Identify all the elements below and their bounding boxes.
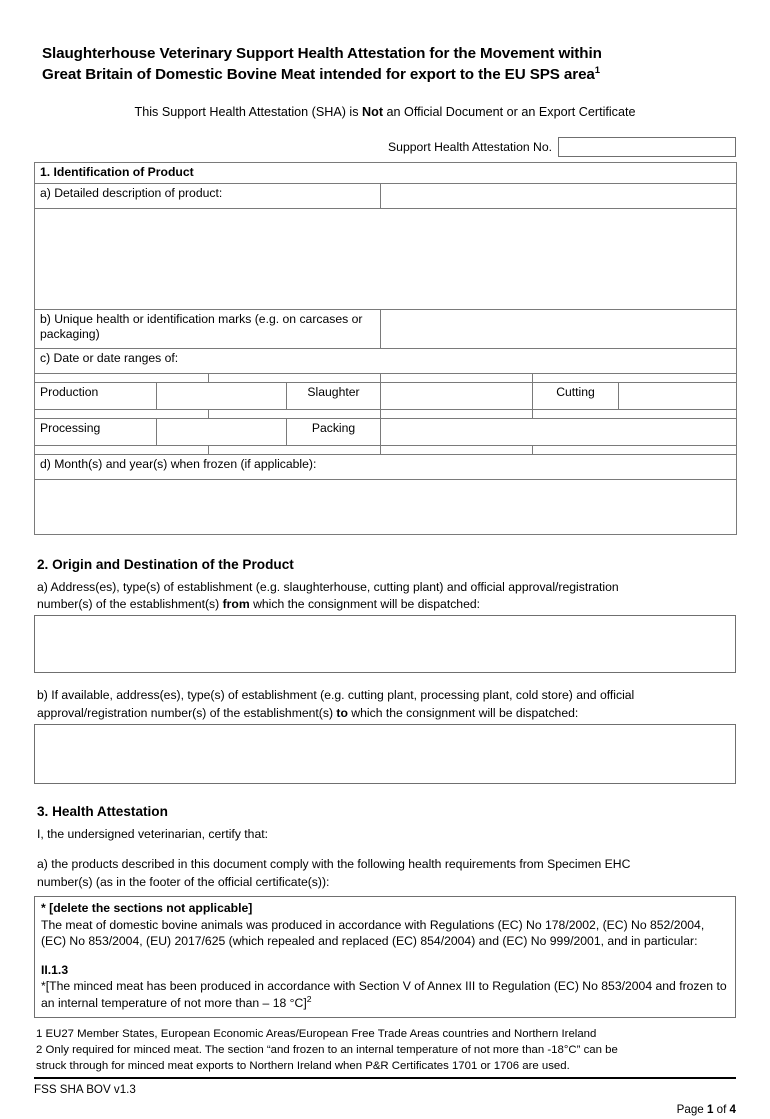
- section-3-a-line-1: a) the products described in this document comply with the following health requirements from Specimen EHC: [37, 857, 631, 872]
- section-2-a-line-2-post: which the consignment will be dispatched:: [249, 596, 481, 611]
- attestation-clause-footnote-marker: 2: [306, 993, 312, 1004]
- processing-label: Processing: [35, 418, 157, 445]
- spacer-cell-9: [35, 445, 209, 454]
- date-grid-spacer-bottom: [35, 445, 737, 454]
- footnote-2-line-1: 2 Only required for minced meat. The section “and frozen to an internal temperature of not more than -18°C” can be: [36, 1044, 618, 1057]
- spacer-cell-11: [381, 445, 533, 454]
- footer-page-number: [677, 1103, 736, 1116]
- row-d-label-cell: d) Month(s) and year(s) when frozen (if applicable):: [35, 454, 737, 479]
- spacer-cell-1: [35, 373, 209, 382]
- date-row-1: [35, 382, 737, 409]
- section-2-b-text: [37, 687, 736, 722]
- slaughter-value[interactable]: [381, 382, 533, 409]
- section-3-gap: [34, 845, 736, 856]
- page-prefix: Page: [676, 1103, 707, 1117]
- section-2-b-line-2-post: which the consignment will be dispatched:: [347, 705, 579, 720]
- spacer-cell-6: [209, 409, 381, 418]
- row-d-label: [35, 454, 737, 479]
- subtitle-emphasis: Not: [362, 104, 384, 119]
- spacer-cell-12: [533, 445, 737, 454]
- row-a-value-cell[interactable]: [381, 183, 737, 208]
- section-2-heading: 2. Origin and Destination of the Product: [37, 556, 294, 572]
- spacer-cell-5: [35, 409, 209, 418]
- attestation-delete-note: * [delete the sections not applicable]: [41, 900, 253, 915]
- footnote-1: 1 EU27 Member States, European Economic Areas/European Free Trade Areas countries and Northern Ireland: [36, 1028, 597, 1041]
- date-grid-spacer-mid: [35, 409, 737, 418]
- packing-label: Packing: [287, 418, 381, 445]
- sha-number-row: [34, 137, 736, 157]
- page-title: [42, 44, 736, 86]
- row-d-value-cell[interactable]: [35, 479, 737, 534]
- page-footer: [34, 1083, 736, 1119]
- page-middle: of: [713, 1103, 730, 1117]
- row-b-value-cell[interactable]: [381, 309, 737, 348]
- slaughter-label: Slaughter: [287, 382, 381, 409]
- row-b-label-cell: b) Unique health or identification marks (e.g. on carcases or packaging): [35, 309, 381, 348]
- section-3-a-text: [37, 856, 736, 891]
- row-c-label-cell: c) Date or date ranges of:: [35, 348, 737, 373]
- section-1-heading: 1. Identification of Product: [35, 163, 737, 184]
- page-total: 4: [729, 1103, 736, 1117]
- section-2-b-line-2-pre: approval/registration number(s) of the establishment(s): [37, 705, 337, 720]
- section-2-a-line-1: a) Address(es), type(s) of establishment (e.g. slaughterhouse, cutting plant) and official approval/registration: [37, 579, 619, 594]
- page-current: 1: [706, 1103, 714, 1117]
- spacer-cell-8: [533, 409, 737, 418]
- spacer-cell-10: [209, 445, 381, 454]
- cutting-value[interactable]: [619, 382, 737, 409]
- section-1-heading-row: [35, 163, 737, 184]
- footnotes: [36, 1027, 738, 1074]
- spacer-cell-4: [533, 373, 737, 382]
- row-d-value: [35, 479, 737, 534]
- date-row-2: [35, 418, 737, 445]
- spacer-cell-3: [381, 373, 533, 382]
- row-a-detail: [35, 208, 737, 309]
- footer-doc-ref: FSS SHA BOV v1.3: [34, 1083, 136, 1097]
- row-a-label: [35, 183, 737, 208]
- title-footnote-marker: 1: [594, 64, 600, 76]
- row-b: [35, 309, 737, 348]
- section-2-a-input-box[interactable]: [34, 615, 736, 673]
- attestation-paragraph: The meat of domestic bovine animals was produced in accordance with Regulations (EC) No 178/2002, (EC) No 852/2004, (EC) No 853/2004, (EU) 2017/625 (which repealed and replaced (EC) 854/2004) and (EC) No 999/2001, and in particular:: [41, 917, 705, 949]
- section-2-a-text: [37, 579, 736, 614]
- processing-value[interactable]: [157, 418, 287, 445]
- row-a-detail-cell[interactable]: [35, 208, 737, 309]
- sha-number-label: Support Health Attestation No.: [388, 140, 552, 155]
- sha-number-input[interactable]: [558, 137, 736, 157]
- attestation-clause-body: *[The minced meat has been produced in accordance with Section V of Annex III to Regulation (EC) No 853/2004 and frozen to an internal temperature of not more than – 18 °C]: [41, 979, 727, 1010]
- attestation-clause-number: II.1.3: [41, 962, 69, 977]
- section-2-b-emphasis-to: to: [336, 705, 348, 720]
- section-3-heading: 3. Health Attestation: [37, 803, 168, 819]
- footer-divider: [34, 1077, 736, 1079]
- attestation-box: [34, 896, 736, 1019]
- subtitle-text-before: This Support Health Attestation (SHA) is: [134, 104, 363, 119]
- section-2-b-line-1: b) If available, address(es), type(s) of establishment (e.g. cutting plant, processing plant, cold store) and official: [37, 688, 635, 703]
- document-subtitle: [34, 104, 736, 120]
- attestation-clause-text: [41, 978, 729, 1011]
- row-a-label-cell: a) Detailed description of product:: [35, 183, 381, 208]
- title-line-2: Great Britain of Domestic Bovine Meat intended for export to the EU SPS area: [42, 65, 595, 83]
- section-2-a-emphasis-from: from: [222, 596, 250, 611]
- spacer-cell-7: [381, 409, 533, 418]
- section-1-table: [34, 162, 737, 535]
- section-2-a-line-2-pre: number(s) of the establishment(s): [37, 596, 223, 611]
- title-line-1: Slaughterhouse Veterinary Support Health Attestation for the Movement within: [42, 45, 602, 62]
- section-3-a-line-2: number(s) (as in the footer of the official certificate(s)):: [37, 874, 330, 889]
- cutting-label: Cutting: [533, 382, 619, 409]
- production-value[interactable]: [157, 382, 287, 409]
- subtitle-text-after: an Official Document or an Export Certificate: [383, 104, 636, 119]
- row-c: [35, 348, 737, 373]
- spacer-cell-2: [209, 373, 381, 382]
- section-3-intro: I, the undersigned veterinarian, certify that:: [37, 826, 269, 841]
- footnote-2-line-2: struck through for minced meat exports to Northern Ireland when P&R Certificates 1701 or 1706 are used.: [36, 1059, 570, 1072]
- date-grid-spacer-top: [35, 373, 737, 382]
- packing-value[interactable]: [381, 418, 737, 445]
- production-label: Production: [35, 382, 157, 409]
- section-2-b-input-box[interactable]: [34, 724, 736, 784]
